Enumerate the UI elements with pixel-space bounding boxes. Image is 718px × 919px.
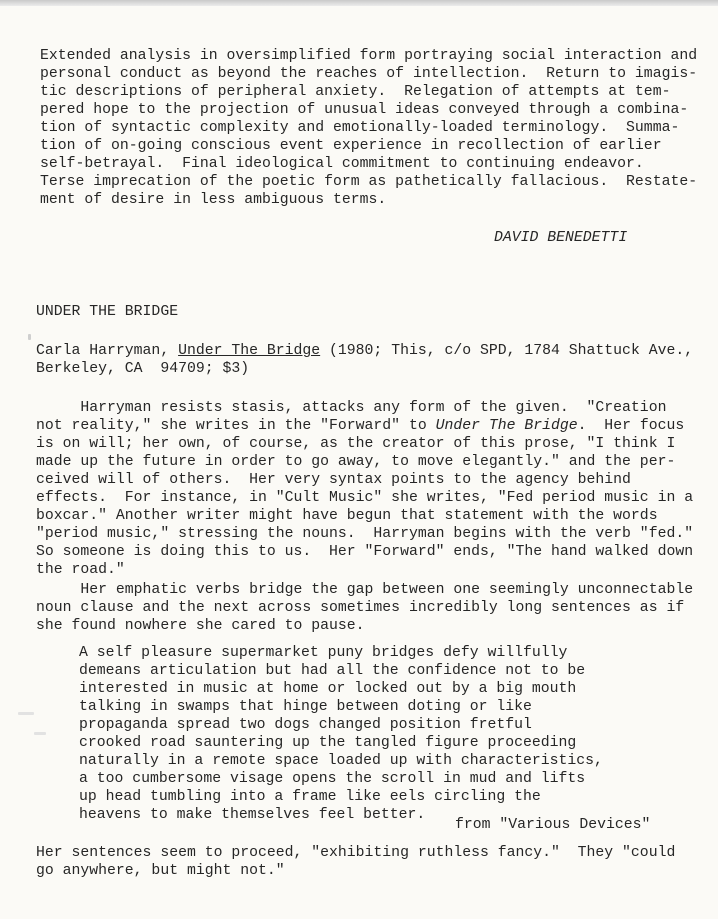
body-text-span: . Her focus bbox=[577, 418, 685, 434]
body-text-span: not reality," she writes in the "Forward" to bbox=[36, 418, 436, 434]
quote-line: naturally in a remote space loaded up with characteristics, bbox=[79, 753, 603, 769]
quote-line: heavens to make themselves feel better. bbox=[79, 807, 426, 823]
citation-author: Carla Harryman, bbox=[36, 343, 179, 359]
quote-line: demeans articulation but had all the confidence not to be bbox=[79, 663, 586, 679]
body-text-line: ceived will of others. Her very syntax points to the agency behind bbox=[36, 472, 631, 488]
quote-line: up head tumbling into a frame like eels circling the bbox=[79, 789, 541, 805]
book-title-italic: Under The Bridge bbox=[435, 418, 578, 434]
quote-line: crooked road sauntering up the tangled figure proceeding bbox=[79, 735, 577, 751]
body-text-line: boxcar." Another writer might have begun that statement with the words bbox=[36, 508, 658, 524]
quote-line: A self pleasure supermarket puny bridges defy willfully bbox=[79, 645, 568, 661]
body-text-line: made up the future in order to go away, to move elegantly." and the per- bbox=[36, 454, 676, 470]
citation-line-1 bbox=[36, 342, 693, 360]
reviewer-signature: DAVID BENEDETTI bbox=[494, 230, 628, 246]
citation-line-2: Berkeley, CA 94709; $3) bbox=[36, 361, 250, 377]
section-title: UNDER THE BRIDGE bbox=[36, 304, 179, 320]
scan-speck bbox=[18, 712, 34, 715]
body-text-line bbox=[36, 417, 684, 435]
citation-details: (1980; This, c/o SPD, 1784 Shattuck Ave., bbox=[320, 343, 694, 359]
review-text-line: self-betrayal. Final ideological commitment to continuing endeavor. bbox=[40, 156, 644, 172]
review-text-line: tion of syntactic complexity and emotionally-loaded terminology. Summa- bbox=[40, 120, 680, 136]
body-text-line: So someone is doing this to us. Her "Forward" ends, "The hand walked down bbox=[36, 544, 694, 560]
body-text-line: Her emphatic verbs bridge the gap between one seemingly unconnectable bbox=[36, 582, 694, 598]
body-text-line: is on will; her own, of course, as the creator of this prose, "I think I bbox=[36, 436, 676, 452]
page-top-edge bbox=[0, 0, 718, 6]
scan-speck bbox=[28, 334, 31, 340]
body-text-line: go anywhere, but might not." bbox=[36, 863, 285, 879]
review-text-line: ment of desire in less ambiguous terms. bbox=[40, 192, 387, 208]
body-text-line: Harryman resists stasis, attacks any form of the given. "Creation bbox=[36, 400, 667, 416]
quote-line: a too cumbersome visage opens the scroll in mud and lifts bbox=[79, 771, 586, 787]
quote-line: interested in music at home or locked out by a big mouth bbox=[79, 681, 577, 697]
quote-source: from "Various Devices" bbox=[455, 817, 651, 833]
body-text-line: the road." bbox=[36, 562, 125, 578]
review-text-line: personal conduct as beyond the reaches of intellection. Return to imagis- bbox=[40, 66, 698, 82]
scan-speck bbox=[34, 732, 46, 735]
review-text-line: tion of on-going conscious event experience in recollection of earlier bbox=[40, 138, 662, 154]
review-text-line: Extended analysis in oversimplified form portraying social interaction and bbox=[40, 48, 698, 64]
body-text-line: effects. For instance, in "Cult Music" she writes, "Fed period music in a bbox=[36, 490, 694, 506]
review-text-line: tic descriptions of peripheral anxiety. Relegation of attempts at tem- bbox=[40, 84, 671, 100]
body-text-line: noun clause and the next across sometimes incredibly long sentences as if bbox=[36, 600, 685, 616]
quote-line: talking in swamps that hinge between doting or like bbox=[79, 699, 532, 715]
book-title: Under The Bridge bbox=[178, 343, 321, 359]
body-text-line: "period music," stressing the nouns. Harryman begins with the verb "fed." bbox=[36, 526, 694, 542]
body-text-line: Her sentences seem to proceed, "exhibiting ruthless fancy." They "could bbox=[36, 845, 676, 861]
body-text-line: she found nowhere she cared to pause. bbox=[36, 618, 365, 634]
review-text-line: Terse imprecation of the poetic form as pathetically fallacious. Restate- bbox=[40, 174, 698, 190]
review-text-line: pered hope to the projection of unusual ideas conveyed through a combina- bbox=[40, 102, 689, 118]
quote-line: propaganda spread two dogs changed position fretful bbox=[79, 717, 532, 733]
